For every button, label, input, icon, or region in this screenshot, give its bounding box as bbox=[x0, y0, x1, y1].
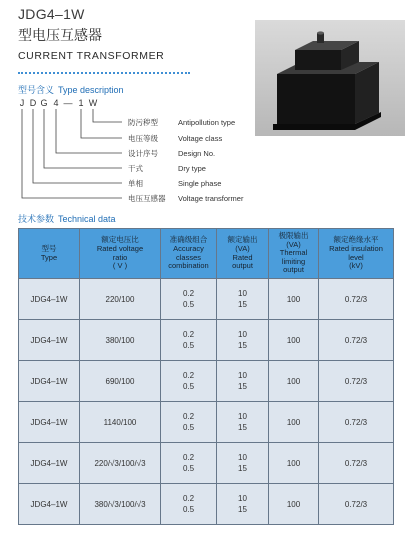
cell-accuracy-classes bbox=[161, 443, 217, 484]
cell-accuracy-classes bbox=[161, 484, 217, 525]
type-item-cn: 电压互感器 bbox=[128, 194, 166, 203]
cell-type: JDG4–1W bbox=[19, 484, 80, 525]
col-header-thermal-limiting-output bbox=[269, 229, 319, 279]
heading-cn: 型号含义 bbox=[18, 86, 55, 96]
col-header-line: Thermal bbox=[279, 248, 308, 258]
col-header-rated-output bbox=[217, 229, 269, 279]
accuracy-class-value: 0.2 bbox=[182, 371, 195, 380]
accuracy-class-value: 0.5 bbox=[182, 341, 195, 350]
type-item-cn: 干式 bbox=[128, 164, 143, 173]
rated-output-value: 10 bbox=[238, 494, 247, 503]
type-item-cn: 防污秽型 bbox=[128, 118, 158, 127]
technical-data-heading bbox=[18, 212, 116, 225]
cell-rated-output bbox=[217, 320, 269, 361]
accuracy-class-value: 0.5 bbox=[182, 300, 195, 309]
rated-output-value: 10 bbox=[238, 330, 247, 339]
code-letter-j: J bbox=[19, 98, 25, 108]
code-letter-g: G bbox=[40, 98, 48, 108]
table-row bbox=[19, 484, 394, 525]
product-name-english: CURRENT TRANSFORMER bbox=[18, 50, 165, 62]
cell-voltage-ratio: 220/100 bbox=[80, 279, 161, 320]
leader-line-antipollution bbox=[93, 109, 122, 122]
col-header-line: 型号 bbox=[41, 243, 57, 253]
table-row bbox=[19, 320, 394, 361]
col-header-line: limiting bbox=[281, 256, 306, 266]
code-digit-4: 4 bbox=[53, 98, 59, 108]
col-header-line: Rated voltage bbox=[96, 243, 144, 253]
cell-rated-output bbox=[217, 361, 269, 402]
cell-type: JDG4–1W bbox=[19, 279, 80, 320]
type-item-en: Antipollution type bbox=[178, 118, 236, 127]
type-item-en: Single phase bbox=[178, 179, 222, 188]
col-header-line: 额定电压比 bbox=[101, 235, 139, 245]
accuracy-class-value: 0.5 bbox=[182, 464, 195, 473]
cell-rated-insulation-level: 0.72/3 bbox=[319, 320, 394, 361]
cell-thermal-limiting-output: 100 bbox=[269, 320, 319, 361]
cell-thermal-limiting-output: 100 bbox=[269, 443, 319, 484]
cell-type: JDG4–1W bbox=[19, 320, 80, 361]
rated-output-value: 10 bbox=[238, 453, 247, 462]
code-digit-1: 1 bbox=[78, 98, 84, 108]
accuracy-class-value: 0.5 bbox=[182, 423, 195, 432]
heading-en: Technical data bbox=[58, 214, 116, 224]
rated-output-value: 15 bbox=[238, 382, 247, 391]
rated-output-value: 15 bbox=[238, 464, 247, 473]
col-header-line: ( V ) bbox=[112, 261, 128, 271]
col-header-voltage-ratio bbox=[80, 229, 161, 279]
rated-output-value: 15 bbox=[238, 423, 247, 432]
col-header-line: 额定绝缘水平 bbox=[333, 235, 379, 245]
cell-voltage-ratio: 380/100 bbox=[80, 320, 161, 361]
cell-accuracy-classes bbox=[161, 361, 217, 402]
cell-voltage-ratio: 1140/100 bbox=[80, 402, 161, 443]
col-header-line: output bbox=[232, 261, 253, 271]
accuracy-class-value: 0.5 bbox=[182, 505, 195, 514]
type-item-cn: 设计序号 bbox=[128, 149, 158, 158]
col-header-line: 额定输出 bbox=[227, 235, 258, 245]
heading-en: Type description bbox=[58, 85, 124, 95]
col-header-line: (VA) bbox=[286, 239, 301, 249]
cell-rated-insulation-level: 0.72/3 bbox=[319, 443, 394, 484]
cell-thermal-limiting-output: 100 bbox=[269, 484, 319, 525]
code-letter-d: D bbox=[29, 98, 37, 108]
accuracy-class-value: 0.2 bbox=[182, 494, 195, 503]
col-header-accuracy-classes bbox=[161, 229, 217, 279]
col-header-line: combination bbox=[168, 261, 209, 271]
cell-accuracy-classes bbox=[161, 279, 217, 320]
rated-output-value: 15 bbox=[238, 341, 247, 350]
accuracy-class-value: 0.2 bbox=[182, 453, 195, 462]
leader-line-design-no bbox=[56, 109, 122, 153]
rated-output-value: 10 bbox=[238, 289, 247, 298]
accuracy-class-value: 0.2 bbox=[182, 289, 195, 298]
terminal-post bbox=[317, 31, 324, 43]
col-header-line: Rated bbox=[232, 252, 253, 262]
col-header-line: 极限输出 bbox=[278, 231, 309, 241]
cell-rated-output bbox=[217, 484, 269, 525]
type-item-en: Design No. bbox=[178, 149, 216, 158]
cell-voltage-ratio: 690/100 bbox=[80, 361, 161, 402]
cell-thermal-limiting-output: 100 bbox=[269, 279, 319, 320]
cell-type: JDG4–1W bbox=[19, 443, 80, 484]
cell-type: JDG4–1W bbox=[19, 402, 80, 443]
cell-accuracy-classes bbox=[161, 320, 217, 361]
accuracy-class-value: 0.5 bbox=[182, 382, 195, 391]
type-item-en: Dry type bbox=[178, 164, 206, 173]
dotted-divider bbox=[18, 72, 190, 74]
transformer-base bbox=[273, 62, 381, 130]
col-header-line: classes bbox=[175, 252, 201, 262]
col-header-line: level bbox=[348, 252, 364, 262]
technical-data-table bbox=[18, 228, 394, 525]
col-header-line: ratio bbox=[112, 252, 128, 262]
rated-output-value: 15 bbox=[238, 300, 247, 309]
cell-rated-output bbox=[217, 279, 269, 320]
accuracy-class-value: 0.2 bbox=[182, 412, 195, 421]
leader-line-single-phase bbox=[33, 109, 122, 183]
heading-cn: 技术参数 bbox=[18, 215, 55, 225]
cell-voltage-ratio: 220/√3/100/√3 bbox=[80, 443, 161, 484]
transformer-head bbox=[295, 41, 359, 70]
col-header-type bbox=[19, 229, 80, 279]
type-item-cn: 单相 bbox=[128, 179, 143, 188]
cell-rated-output bbox=[217, 402, 269, 443]
product-name-chinese: 型电压互感器 bbox=[18, 28, 102, 44]
col-header-line: Accuracy bbox=[173, 243, 204, 253]
cell-rated-insulation-level: 0.72/3 bbox=[319, 279, 394, 320]
rated-output-value: 15 bbox=[238, 505, 247, 514]
cell-accuracy-classes bbox=[161, 402, 217, 443]
col-header-line: output bbox=[283, 265, 304, 275]
col-header-line: Rated insulation bbox=[329, 243, 383, 253]
type-code-diagram bbox=[18, 95, 268, 207]
col-header-rated-insulation-level bbox=[319, 229, 394, 279]
cell-voltage-ratio: 380/√3/100/√3 bbox=[80, 484, 161, 525]
cell-rated-insulation-level: 0.72/3 bbox=[319, 361, 394, 402]
code-dash: — bbox=[63, 98, 73, 108]
col-header-line: Type bbox=[40, 252, 58, 262]
cell-thermal-limiting-output: 100 bbox=[269, 361, 319, 402]
product-model-title: JDG4–1W bbox=[18, 6, 85, 22]
type-item-en: Voltage class bbox=[178, 134, 223, 143]
cell-rated-insulation-level: 0.72/3 bbox=[319, 402, 394, 443]
accuracy-class-value: 0.2 bbox=[182, 330, 195, 339]
table-row bbox=[19, 361, 394, 402]
cell-rated-output bbox=[217, 443, 269, 484]
cell-type: JDG4–1W bbox=[19, 361, 80, 402]
table-header-row bbox=[19, 229, 394, 279]
table-row bbox=[19, 443, 394, 484]
col-header-line: (VA) bbox=[235, 243, 250, 253]
type-item-en: Voltage transformer bbox=[178, 194, 244, 203]
col-header-line: 准确级组合 bbox=[169, 235, 208, 245]
cell-rated-insulation-level: 0.72/3 bbox=[319, 484, 394, 525]
rated-output-value: 10 bbox=[238, 412, 247, 421]
type-item-cn: 电压等级 bbox=[128, 134, 158, 143]
table-row bbox=[19, 402, 394, 443]
cell-thermal-limiting-output: 100 bbox=[269, 402, 319, 443]
col-header-line: (kV) bbox=[349, 261, 363, 271]
product-photo bbox=[255, 20, 405, 136]
leader-line-voltage-class bbox=[81, 109, 122, 138]
code-letter-w: W bbox=[88, 98, 98, 108]
table-row bbox=[19, 279, 394, 320]
rated-output-value: 10 bbox=[238, 371, 247, 380]
